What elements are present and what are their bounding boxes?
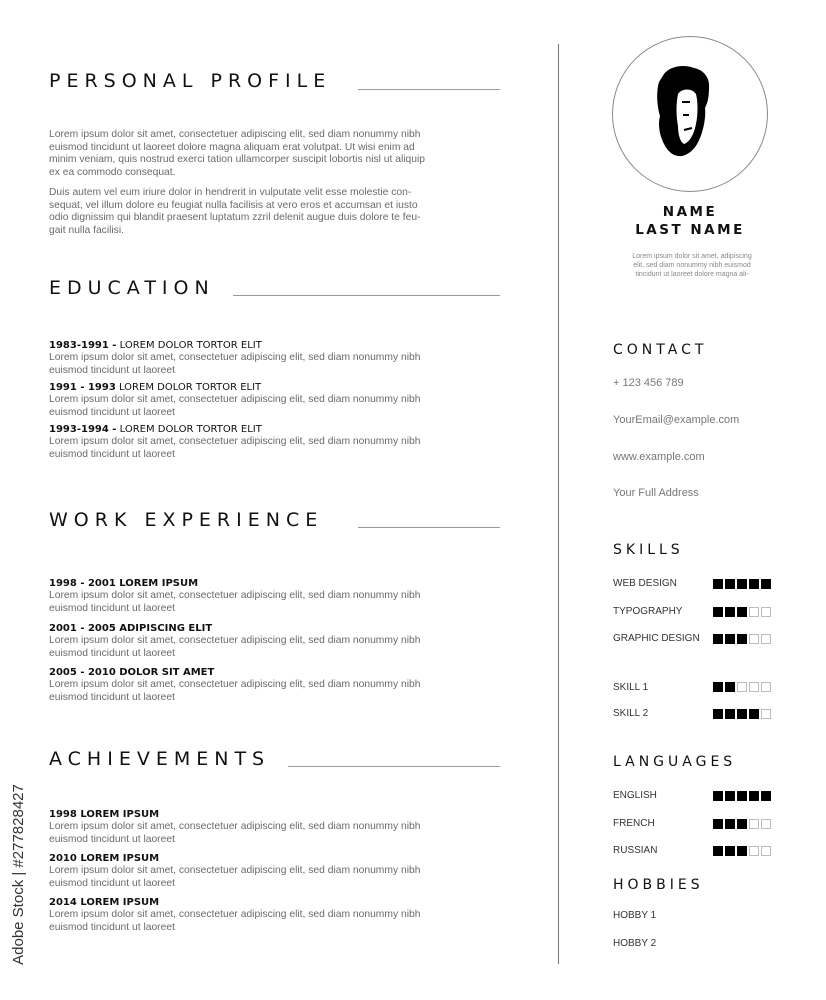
work-desc: euismod tincidunt ut laoreet <box>49 602 175 614</box>
rating-square-filled <box>737 846 747 856</box>
skill-label: GRAPHIC DESIGN <box>613 633 700 644</box>
hobby-item: HOBBY 2 <box>613 938 657 949</box>
rating-square-filled <box>737 709 747 719</box>
rating-square-filled <box>737 819 747 829</box>
work-entry <box>49 623 489 660</box>
rating-square-filled <box>725 709 735 719</box>
language-label: RUSSIAN <box>613 845 658 856</box>
education-years: 1991 - 1993 <box>49 382 116 393</box>
work-experience-heading: WORK EXPERIENCE <box>49 509 324 531</box>
work-title: 2005 - 2010 DOLOR SIT AMET <box>49 667 215 678</box>
rating-square-filled <box>725 682 735 692</box>
language-label: FRENCH <box>613 818 655 829</box>
rating-square-filled <box>725 791 735 801</box>
skill-label: TYPOGRAPHY <box>613 606 683 617</box>
profile-line: sequat, vel illum dolore eu feugiat nulla facilisis at vero eros et accumsan et iusto <box>49 199 418 211</box>
name-last: LAST NAME <box>635 222 745 238</box>
rating-square-filled <box>737 791 747 801</box>
rating-square-filled <box>761 579 771 589</box>
education-heading: EDUCATION <box>49 277 215 299</box>
profile-line: gait nulla facilisi. <box>49 224 124 236</box>
watermark-text: Adobe Stock | #277828427 <box>10 784 27 965</box>
intro-line: elit, sed diam nonummy nibh euismod <box>633 262 751 269</box>
work-title: 1998 - 2001 LOREM IPSUM <box>49 578 199 589</box>
rating-square-filled <box>713 791 723 801</box>
profile-line: odio dignissim qui blandit praesent luptatum zzril delenit augue duis dolore te feu- <box>49 212 421 223</box>
skill-label: WEB DESIGN <box>613 578 677 589</box>
education-rule <box>233 295 500 296</box>
skills-heading: SKILLS <box>613 542 684 558</box>
rating-square-filled <box>713 634 723 644</box>
work-desc: euismod tincidunt ut laoreet <box>49 691 175 703</box>
education-desc: euismod tincidunt ut laoreet <box>49 364 175 376</box>
skill-meter <box>713 607 771 617</box>
rating-square-filled <box>749 579 759 589</box>
achievement-entry <box>49 809 489 846</box>
skill-meter <box>713 682 771 692</box>
skill-meter <box>713 579 771 589</box>
rating-square-filled <box>713 607 723 617</box>
personal-profile-rule <box>358 89 500 90</box>
skill-label: SKILL 2 <box>613 708 649 719</box>
education-years: 1993-1994 - <box>49 424 117 435</box>
rating-square-filled <box>725 579 735 589</box>
avatar <box>612 36 768 192</box>
rating-square-filled <box>725 819 735 829</box>
work-desc: Lorem ipsum dolor sit amet, consectetuer adipiscing elit, sed diam nonummy nibh <box>49 635 421 646</box>
language-meter <box>713 819 771 829</box>
intro-text <box>612 252 772 279</box>
rating-square-filled <box>737 634 747 644</box>
contact-website[interactable]: www.example.com <box>613 451 705 463</box>
rating-square-filled <box>713 819 723 829</box>
language-meter <box>713 791 771 801</box>
profile-line: Lorem ipsum dolor sit amet, consectetuer adipiscing elit, sed diam nonummy nibh <box>49 129 421 140</box>
skill-label: SKILL 1 <box>613 682 649 693</box>
profile-line: ex ea commodo consequat. <box>49 166 176 178</box>
hobby-item: HOBBY 1 <box>613 910 657 921</box>
rating-square-empty <box>761 846 771 856</box>
profile-text <box>49 129 499 237</box>
rating-square-filled <box>761 791 771 801</box>
work-experience-rule <box>358 527 500 528</box>
intro-line: tincidunt ut laoreet dolore magna ali- <box>635 271 749 278</box>
achievement-title: 2010 LOREM IPSUM <box>49 853 160 864</box>
education-title: LOREM DOLOR TORTOR ELIT <box>116 424 262 435</box>
contact-heading: CONTACT <box>613 342 708 358</box>
rating-square-filled <box>713 579 723 589</box>
education-entry <box>49 340 489 377</box>
achievement-title: 2014 LOREM IPSUM <box>49 897 160 908</box>
work-desc: Lorem ipsum dolor sit amet, consectetuer adipiscing elit, sed diam nonummy nibh <box>49 679 421 690</box>
rating-square-filled <box>737 579 747 589</box>
languages-heading: LANGUAGES <box>613 754 737 770</box>
achievement-desc: euismod tincidunt ut laoreet <box>49 833 175 845</box>
work-desc: Lorem ipsum dolor sit amet, consectetuer adipiscing elit, sed diam nonummy nibh <box>49 590 421 601</box>
portrait-icon <box>612 36 768 192</box>
rating-square-filled <box>749 709 759 719</box>
language-label: ENGLISH <box>613 790 657 801</box>
rating-square-empty <box>761 819 771 829</box>
work-entry <box>49 667 489 704</box>
rating-square-filled <box>713 682 723 692</box>
rating-square-empty <box>761 709 771 719</box>
contact-phone: + 123 456 789 <box>613 377 684 389</box>
stock-watermark <box>6 770 28 985</box>
education-years: 1983-1991 - <box>49 340 117 351</box>
rating-square-empty <box>749 846 759 856</box>
rating-square-filled <box>725 634 735 644</box>
rating-square-filled <box>713 709 723 719</box>
rating-square-filled <box>737 607 747 617</box>
column-divider <box>558 44 559 964</box>
achievement-entry <box>49 897 489 934</box>
education-entry <box>49 382 489 419</box>
hobbies-heading: HOBBIES <box>613 877 704 893</box>
rating-square-empty <box>737 682 747 692</box>
achievement-desc: Lorem ipsum dolor sit amet, consectetuer adipiscing elit, sed diam nonummy nibh <box>49 821 421 832</box>
achievement-title: 1998 LOREM IPSUM <box>49 809 160 820</box>
education-desc: Lorem ipsum dolor sit amet, consectetuer adipiscing elit, sed diam nonummy nibh <box>49 394 421 405</box>
rating-square-empty <box>761 682 771 692</box>
skill-meter <box>713 634 771 644</box>
achievement-desc: euismod tincidunt ut laoreet <box>49 921 175 933</box>
rating-square-empty <box>761 634 771 644</box>
contact-email[interactable]: YourEmail@example.com <box>613 414 740 426</box>
personal-profile-heading: PERSONAL PROFILE <box>49 70 332 92</box>
education-desc: euismod tincidunt ut laoreet <box>49 406 175 418</box>
contact-address: Your Full Address <box>613 487 699 499</box>
education-desc: euismod tincidunt ut laoreet <box>49 448 175 460</box>
profile-line: minim veniam, quis nostrud exerci tation ullamcorper suscipit lobortis nisl ut aliquip <box>49 154 425 165</box>
work-desc: euismod tincidunt ut laoreet <box>49 647 175 659</box>
rating-square-empty <box>761 607 771 617</box>
education-desc: Lorem ipsum dolor sit amet, consectetuer adipiscing elit, sed diam nonummy nibh <box>49 436 421 447</box>
profile-line: euismod tincidunt ut laoreet dolore magna aliquam erat volutpat. Ut wisi enim ad <box>49 141 415 153</box>
rating-square-empty <box>749 634 759 644</box>
education-entry <box>49 424 489 461</box>
rating-square-empty <box>749 682 759 692</box>
education-title: LOREM DOLOR TORTOR ELIT <box>116 340 262 351</box>
achievement-desc: euismod tincidunt ut laoreet <box>49 877 175 889</box>
language-meter <box>713 846 771 856</box>
achievements-rule <box>288 766 500 767</box>
rating-square-filled <box>713 846 723 856</box>
intro-line: Lorem ipsum dolor sit amet, adipiscing <box>632 253 752 260</box>
skill-meter <box>713 709 771 719</box>
achievements-heading: ACHIEVEMENTS <box>49 748 271 770</box>
education-title: LOREM DOLOR TORTOR ELIT <box>115 382 262 393</box>
achievement-desc: Lorem ipsum dolor sit amet, consectetuer adipiscing elit, sed diam nonummy nibh <box>49 865 421 876</box>
work-title: 2001 - 2005 ADIPISCING ELIT <box>49 623 213 634</box>
achievement-entry <box>49 853 489 890</box>
name-first: NAME <box>662 204 718 220</box>
rating-square-filled <box>725 846 735 856</box>
achievement-desc: Lorem ipsum dolor sit amet, consectetuer adipiscing elit, sed diam nonummy nibh <box>49 909 421 920</box>
profile-line: Duis autem vel eum iriure dolor in hendrerit in vulputate velit esse molestie con- <box>49 187 412 198</box>
rating-square-empty <box>749 819 759 829</box>
education-desc: Lorem ipsum dolor sit amet, consectetuer adipiscing elit, sed diam nonummy nibh <box>49 352 421 363</box>
rating-square-empty <box>749 607 759 617</box>
rating-square-filled <box>749 791 759 801</box>
rating-square-filled <box>725 607 735 617</box>
work-entry <box>49 578 489 615</box>
